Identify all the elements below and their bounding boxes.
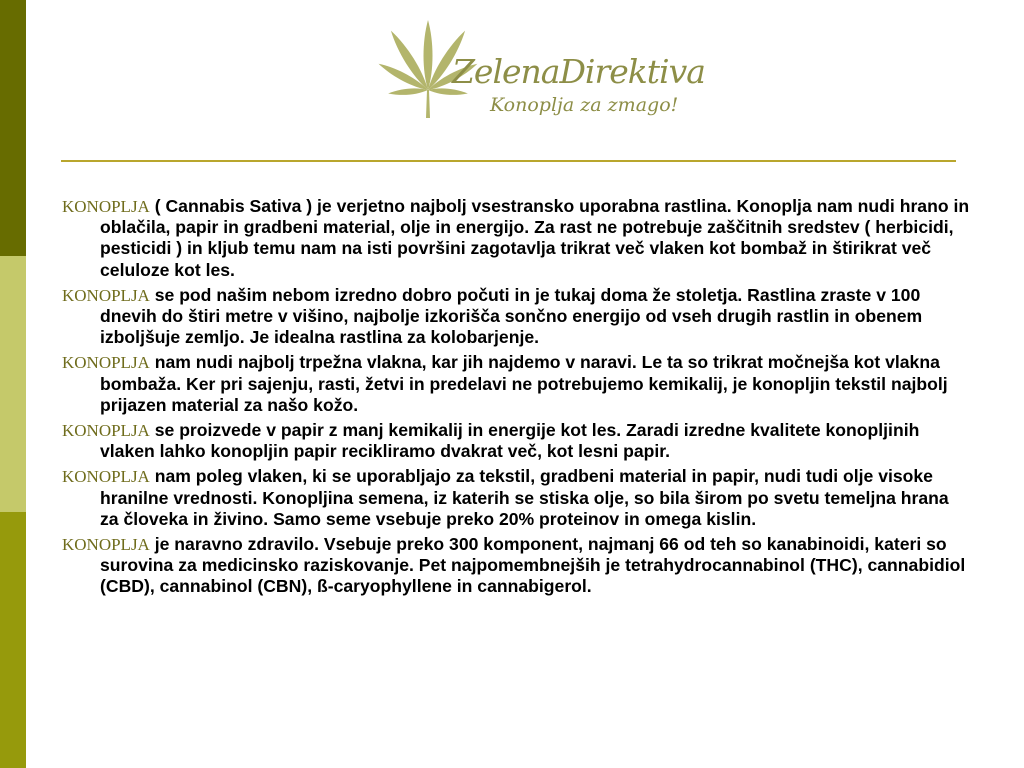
bullet-text: ( Cannabis Sativa ) je verjetno najbolj vsestransko uporabna rastlina. Konoplja nam nudi hrano in oblačila, papir in gradbeni material, olje in energijo. Za rast ne potrebuje zaščitnih sredstev ( herbicidi, pesticidi ) in kljub temu nam na isti površini zagotavlja trikrat več vlaken kot bombaž in štirikrat več celuloze kot les. bbox=[100, 196, 970, 280]
bullet-keyword: KONOPLJA bbox=[62, 467, 150, 487]
bullet-paragraph bbox=[62, 466, 972, 530]
logo-title: ZelenaDirektiva bbox=[452, 52, 705, 91]
bullet-paragraph bbox=[62, 420, 972, 462]
bullet-text: se proizvede v papir z manj kemikalij in energije kot les. Zaradi izredne kvalitete konopljinih vlaken lahko konopljin papir recikliramo dvakrat več, kot lesni papir. bbox=[100, 420, 920, 462]
sidebar-block-middle bbox=[0, 256, 26, 512]
header-divider bbox=[61, 160, 956, 162]
bullet-text: nam nudi najbolj trpežna vlakna, kar jih najdemo v naravi. Le ta so trikrat močnejša kot vlakna bombaža. Ker pri sajenju, rasti, žetvi in predelavi ne potrebujemo kemikalij, je konopljin tekstil najbolj prijazen material za našo kožo. bbox=[100, 352, 948, 415]
sidebar-stripe bbox=[0, 0, 26, 768]
bullet-keyword: KONOPLJA bbox=[62, 535, 150, 555]
zelena-direktiva-logo bbox=[370, 18, 705, 138]
bullet-keyword: KONOPLJA bbox=[62, 353, 150, 373]
bullet-text: je naravno zdravilo. Vsebuje preko 300 komponent, najmanj 66 od teh so kanabinoidi, kateri so surovina za medicinsko raziskovanje. Pet najpomembnejših je tetrahydrocannabinol (THC), cannabidiol (CBD), cannabinol (CBN), ß-caryophyllene in cannabigerol. bbox=[100, 534, 966, 597]
bullet-text: nam poleg vlaken, ki se uporabljajo za tekstil, gradbeni material in papir, nudi tudi olje visoke hranilne vrednosti. Konopljina semena, iz katerih se stiska olje, so bila širom po svetu temeljna hrana za človeka in živino. Samo seme vsebuje preko 20% proteinov in omega kislin. bbox=[100, 466, 949, 529]
sidebar-block-top bbox=[0, 0, 26, 256]
bullet-paragraph bbox=[62, 352, 972, 416]
logo-slogan: Konoplja za zmago! bbox=[490, 94, 679, 116]
bullet-list bbox=[62, 196, 972, 602]
bullet-keyword: KONOPLJA bbox=[62, 285, 150, 305]
bullet-keyword: KONOPLJA bbox=[62, 421, 150, 441]
bullet-paragraph bbox=[62, 196, 972, 281]
sidebar-block-bottom bbox=[0, 512, 26, 768]
bullet-keyword: KONOPLJA bbox=[62, 197, 150, 216]
bullet-text: se pod našim nebom izredno dobro počuti in je tukaj doma že stoletja. Rastlina zraste v 100 dnevih do štiri metre v višino, najbolje izkorišča sončno energijo od vseh drugih rastlin in obenem izboljšuje zemljo. Je idealna rastlina za kolobarjenje. bbox=[100, 284, 923, 348]
bullet-paragraph bbox=[62, 534, 972, 598]
bullet-paragraph bbox=[62, 285, 972, 349]
